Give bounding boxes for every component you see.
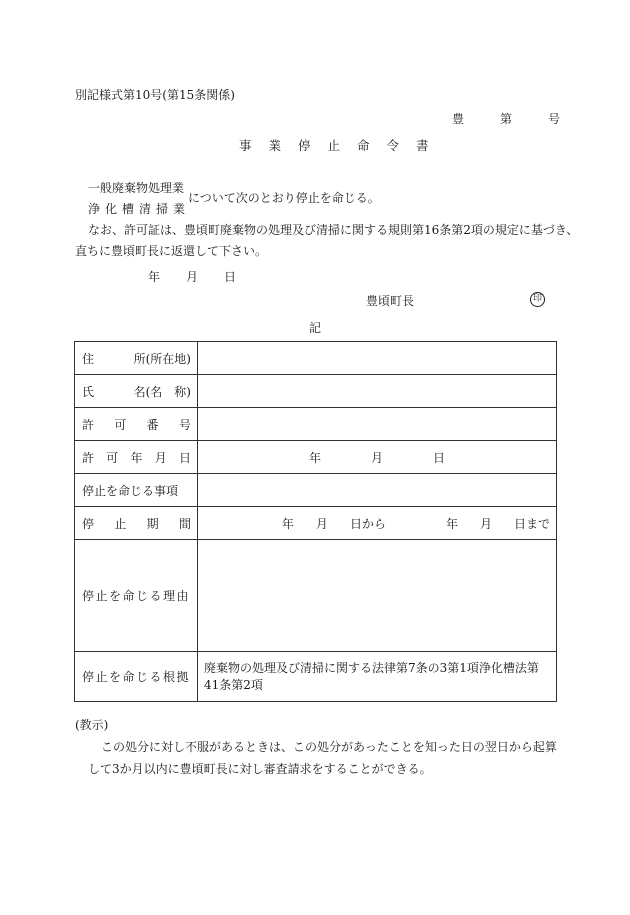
permit-date-year: 年 — [308, 450, 321, 465]
period-label-char: 停 — [82, 516, 95, 531]
matter-label-text: 停止を命じる事項 — [82, 483, 179, 498]
period-label-char: 止 — [114, 516, 127, 531]
issue-month: 月 — [186, 270, 199, 284]
period-end-day: 日まで — [513, 516, 550, 531]
doc-number-prefix: 豊 — [452, 112, 465, 126]
permit-number-char: 番 — [146, 417, 159, 432]
table-row-address — [75, 342, 557, 375]
seal-mark: 印 — [530, 292, 545, 307]
notice-line-1: なお、許可証は、豊頃町廃棄物の処理及び清掃に関する規則第16条第2項の規定に基づき、 — [88, 223, 579, 237]
address-value[interactable] — [198, 342, 557, 375]
period-start-day: 日から — [349, 516, 386, 531]
table-row-permit-number — [75, 408, 557, 441]
permit-number-char: 許 — [82, 417, 95, 432]
notice-line-2: 直ちに豊頃町長に返還して下さい。 — [75, 244, 268, 258]
period-start-month: 月 — [315, 516, 328, 531]
permit-date-char: 年 — [130, 450, 143, 465]
permit-date-value[interactable] — [198, 441, 557, 474]
permit-date-label — [75, 441, 198, 474]
business-type-2: 浄化槽清掃業 — [88, 202, 191, 216]
doc-number-middle: 第 — [500, 112, 513, 126]
permit-date-char: 可 — [106, 450, 119, 465]
document-number — [452, 110, 560, 127]
record-label: 記 — [309, 321, 322, 335]
table-row-basis — [75, 652, 557, 702]
basis-value: 廃棄物の処理及び清掃に関する法律第7条の3第1項浄化槽法第41条第2項 — [198, 652, 557, 702]
form-id: 別記様式第10号(第15条関係) — [75, 88, 235, 102]
permit-date-month: 月 — [370, 450, 383, 465]
table-row-permit-date — [75, 441, 557, 474]
address-label — [75, 342, 198, 375]
business-order-text: について次のとおり停止を命じる。 — [188, 191, 380, 205]
period-label — [75, 507, 198, 540]
issue-day: 日 — [224, 270, 237, 284]
table-row-matter — [75, 474, 557, 507]
name-value[interactable] — [198, 375, 557, 408]
table-row-name — [75, 375, 557, 408]
issuer-name: 豊頃町長 — [366, 294, 415, 308]
permit-date-char: 許 — [82, 450, 95, 465]
name-label — [75, 375, 198, 408]
period-label-char: 間 — [178, 516, 191, 531]
address-label-part2: 所(所在地) — [133, 351, 191, 366]
issue-date — [148, 268, 236, 285]
reason-value[interactable] — [198, 540, 557, 652]
period-label-char: 期 — [146, 516, 159, 531]
period-end-month: 月 — [479, 516, 492, 531]
name-label-part1: 氏 — [82, 384, 95, 399]
permit-number-char: 号 — [178, 417, 191, 432]
table-row-reason — [75, 540, 557, 652]
doc-number-suffix: 号 — [548, 112, 561, 126]
issue-year: 年 — [148, 270, 161, 284]
instruction-line-1: この処分に対し不服があるときは、この処分があったことを知った日の翌日から起算 — [101, 740, 557, 754]
basis-label-text: 停止を命じる根拠 — [82, 670, 191, 684]
table-row-period — [75, 507, 557, 540]
permit-number-value[interactable] — [198, 408, 557, 441]
period-start-year: 年 — [281, 516, 294, 531]
basis-label — [75, 652, 198, 702]
reason-label — [75, 540, 198, 652]
business-types — [88, 178, 190, 220]
permit-number-label — [75, 408, 198, 441]
reason-label-text: 停止を命じる理由 — [82, 589, 191, 603]
business-type-1: 一般廃棄物処理業 — [88, 181, 185, 195]
permit-date-char: 日 — [178, 450, 191, 465]
period-value[interactable] — [198, 507, 557, 540]
matter-value[interactable] — [198, 474, 557, 507]
permit-number-char: 可 — [114, 417, 127, 432]
document-title: 事業停止命令書 — [239, 138, 446, 153]
address-label-part1: 住 — [82, 351, 95, 366]
detail-table — [74, 341, 557, 702]
permit-date-day: 日 — [433, 450, 446, 465]
name-label-part2: 名(名 称) — [133, 384, 191, 399]
period-end-year: 年 — [445, 516, 458, 531]
instruction-line-2: して3か月以内に豊頃町長に対し審査請求をすることができる。 — [88, 762, 432, 776]
instruction-heading: (教示) — [75, 718, 109, 732]
permit-date-char: 月 — [154, 450, 167, 465]
matter-label — [75, 474, 198, 507]
